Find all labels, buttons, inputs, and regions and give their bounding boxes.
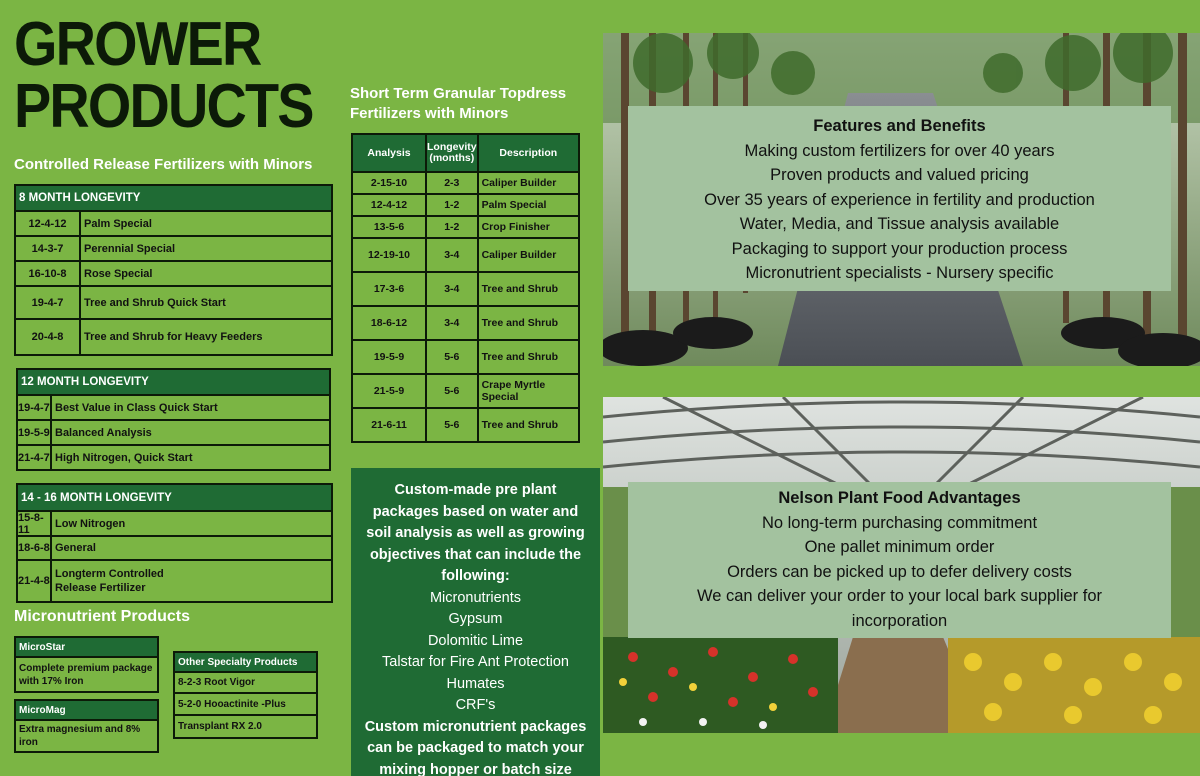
granular-heading [350,84,566,124]
custom-item: CRF's [455,697,496,713]
box-12-month [16,368,331,471]
custom-intro-line: soil analysis as well as growing [366,525,585,541]
cell-description: Palm Special [478,194,579,216]
custom-packages-box [351,468,600,776]
advantages-line: incorporation [851,611,948,630]
cell-analysis: 12-4-12 [352,194,426,216]
features-line: Micronutrient specialists - Nursery specific [745,264,1054,282]
cell-description: Crop Finisher [478,216,579,238]
table-row [352,216,579,238]
col-description: Description [478,134,579,172]
table-row [352,238,579,272]
box-8-month-header: 8 MONTH LONGEVITY [16,186,331,212]
list-item: 5-2-0 Hooactinite -Plus [175,694,316,716]
box-8-month [14,184,333,356]
custom-item: Gypsum [448,611,503,627]
micromag-header: MicroMag [16,701,157,721]
table-row [16,320,331,354]
page-title [14,10,313,141]
cell-longevity: 3-4 [426,306,478,340]
cell-longevity: 5-6 [426,374,478,408]
micronutrient-heading: Micronutrient Products [14,608,191,625]
title-line-1: GROWER [14,10,261,79]
row-code: 21-4-7 [18,446,52,469]
microstar-header: MicroStar [16,638,157,658]
list-item: Transplant RX 2.0 [178,721,262,732]
table-row [16,287,331,320]
cell-longevity: 5-6 [426,340,478,374]
row-code: 19-5-9 [18,421,52,444]
microstar-body: Complete premium package with 17% Iron [19,662,153,687]
custom-outro-line: mixing hopper or batch size [379,761,572,776]
cell-analysis: 18-6-12 [352,306,426,340]
cell-analysis: 2-15-10 [352,172,426,194]
col-longevity-line: (months) [429,152,475,164]
features-line: Packaging to support your production process [731,239,1068,258]
cell-description: Caliper Builder [478,172,579,194]
row-code: 14-3-7 [16,237,81,260]
custom-intro-line: objectives that can include the [369,546,582,563]
granular-heading-line: Fertilizers with Minors [350,105,509,122]
title-line-2: PRODUCTS [14,72,313,141]
cell-longevity: 1-2 [426,216,478,238]
cell-analysis: 17-3-6 [352,272,426,306]
row-code: 16-10-8 [16,262,81,285]
cell-longevity: 2-3 [426,172,478,194]
features-title: Features and Benefits [813,117,986,135]
row-desc [52,561,164,601]
micromag-box [14,699,159,753]
cell-longevity: 3-4 [426,272,478,306]
custom-item: Micronutrients [429,589,522,606]
row-code: 19-4-7 [18,396,52,419]
table-row [18,561,331,601]
granular-heading-line: Short Term Granular Topdress [350,85,567,102]
microstar-box [14,636,159,693]
advantages-panel [628,482,1171,638]
row-code: 20-4-8 [16,320,81,354]
table-row [18,421,329,446]
features-line: Proven products and valued pricing [770,166,1029,184]
box-12-month-header: 12 MONTH LONGEVITY [18,370,329,396]
col-longevity-line: Longevity [427,141,477,153]
col-longevity [426,134,478,172]
custom-item: Humates [446,675,505,692]
row-desc: Rose Special [84,267,153,280]
features-line: Over 35 years of experience in fertility and production [704,190,1095,209]
cell-analysis: 13-5-6 [352,216,426,238]
custom-item: Talstar for Fire Ant Protection [382,654,569,670]
cell-analysis: 21-5-9 [352,374,426,408]
row-desc-line: Longterm Controlled [55,568,164,580]
row-desc: Tree and Shrub Quick Start [84,296,226,309]
table-row [352,306,579,340]
custom-intro-line: Custom-made pre plant [394,482,557,498]
table-row [352,272,579,306]
cell-longevity: 5-6 [426,408,478,442]
row-desc: Balanced Analysis [55,426,152,439]
row-code: 15-8-11 [18,512,52,535]
row-desc: General [55,542,96,554]
custom-intro-line: following: [441,568,510,584]
row-desc: Perennial Special [84,242,176,255]
row-desc: Best Value in Class Quick Start [55,401,218,414]
cell-analysis: 12-19-10 [352,238,426,272]
cell-description: Tree and Shrub [478,306,579,340]
row-code: 18-6-8 [18,537,52,559]
row-code: 21-4-8 [18,561,52,601]
table-row [18,537,331,561]
features-line: Making custom fertilizers for over 40 years [744,141,1055,160]
table-row [352,408,579,442]
advantages-title: Nelson Plant Food Advantages [778,489,1021,507]
table-row [18,446,329,469]
row-code: 19-4-7 [16,287,81,318]
cell-analysis: 21-6-11 [352,408,426,442]
row-desc: Low Nitrogen [55,517,126,530]
custom-intro-line: packages based on water and [372,503,579,520]
features-panel [628,106,1171,291]
row-desc: Tree and Shrub for Heavy Feeders [84,331,263,343]
table-row [16,212,331,237]
box-14-16-month [16,483,333,603]
table-row [352,374,579,408]
row-desc: High Nitrogen, Quick Start [55,451,193,464]
cell-description: Tree and Shrub [478,340,579,374]
features-line: Water, Media, and Tissue analysis available [739,215,1060,233]
cell-description: Crape Myrtle Special [478,374,579,408]
advantages-line: Orders can be picked up to defer delivery costs [727,562,1072,581]
advantages-line: No long-term purchasing commitment [761,513,1038,532]
cell-longevity: 1-2 [426,194,478,216]
table-row [352,340,579,374]
advantages-line: One pallet minimum order [804,538,995,556]
other-specialty-header: Other Specialty Products [175,653,316,673]
crf-heading: Controlled Release Fertilizers with Minors [14,156,313,173]
advantages-line: We can deliver your order to your local bark supplier for [696,587,1103,605]
table-row [18,512,331,537]
col-analysis: Analysis [352,134,426,172]
custom-item: Dolomitic Lime [427,632,524,649]
micromag-body: Extra magnesium and 8% iron [19,724,141,748]
table-row [352,194,579,216]
row-desc-line: Release Fertilizer [55,582,146,594]
granular-table [351,133,580,443]
table-row [16,237,331,262]
cell-description: Tree and Shrub [478,272,579,306]
list-item: 8-2-3 Root Vigor [175,673,316,694]
table-row [16,262,331,287]
row-desc: Palm Special [84,217,152,230]
cell-longevity: 3-4 [426,238,478,272]
cell-description: Caliper Builder [478,238,579,272]
custom-outro-line: can be packaged to match your [367,740,584,756]
cell-analysis: 19-5-9 [352,340,426,374]
other-specialty-box [173,651,318,739]
custom-outro-line: Custom micronutrient packages [364,718,587,735]
cell-description: Tree and Shrub [478,408,579,442]
table-row [18,396,329,421]
table-row [352,172,579,194]
box-14-16-month-header: 14 - 16 MONTH LONGEVITY [18,485,331,512]
row-code: 12-4-12 [16,212,81,235]
